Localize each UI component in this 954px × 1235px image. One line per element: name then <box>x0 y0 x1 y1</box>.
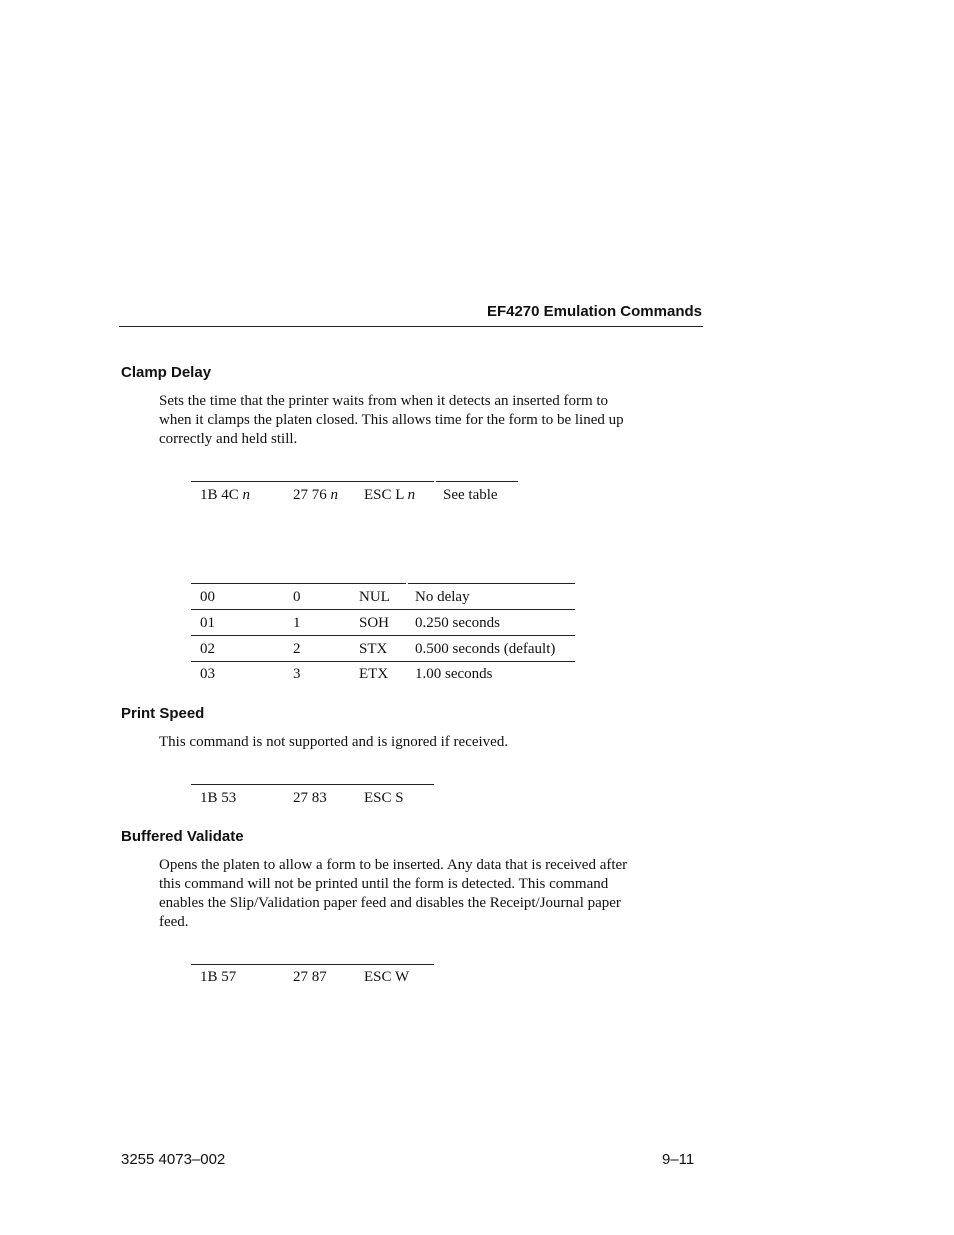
table-rule <box>408 583 575 584</box>
text-line: Sets the time that the printer waits from when it detects an inserted form to <box>159 393 609 409</box>
decimal-code-cell: 27 83 <box>293 790 327 806</box>
decimal-code-cell: 27 87 <box>293 969 327 985</box>
text-line: correctly and held still. <box>159 431 298 447</box>
buffered-validate-description <box>159 856 699 932</box>
table-cell: SOH <box>359 615 390 631</box>
table-rule <box>191 609 575 610</box>
table-cell: 0 <box>293 589 301 605</box>
decimal-code-cell: 27 76 n <box>293 487 338 503</box>
footer-doc-number: 3255 4073–002 <box>121 1151 226 1168</box>
table-cell: 00 <box>200 589 215 605</box>
text-line: this command will not be printed until the form is detected. This command <box>159 876 609 892</box>
table-rule <box>191 635 575 636</box>
section-title-clamp-delay: Clamp Delay <box>121 364 212 381</box>
table-cell: No delay <box>415 589 470 605</box>
section-title-buffered-validate: Buffered Validate <box>121 828 244 845</box>
ascii-code-cell: ESC L n <box>364 487 416 503</box>
clamp-delay-description <box>159 392 699 449</box>
table-rule <box>191 784 434 785</box>
section-title-print-speed: Print Speed <box>121 705 205 722</box>
table-cell: STX <box>359 641 388 657</box>
print-speed-description <box>159 733 699 752</box>
table-cell: NUL <box>359 589 390 605</box>
table-cell: 2 <box>293 641 301 657</box>
table-rule <box>191 964 434 965</box>
running-header: EF4270 Emulation Commands <box>486 303 702 320</box>
text-line: This command is not supported and is ignored if received. <box>159 734 509 750</box>
ascii-code-cell: ESC W <box>364 969 410 985</box>
note-cell: See table <box>443 487 498 503</box>
table-rule <box>191 661 575 662</box>
table-cell: 1.00 seconds <box>415 666 493 682</box>
ascii-code-cell: ESC S <box>364 790 404 806</box>
table-cell: 3 <box>293 666 301 682</box>
table-cell: 01 <box>200 615 215 631</box>
table-cell: 0.250 seconds <box>415 615 500 631</box>
table-cell: ETX <box>359 666 389 682</box>
text-line: feed. <box>159 914 189 930</box>
text-line: Opens the platen to allow a form to be inserted. Any data that is received after <box>159 857 628 873</box>
table-rule <box>191 583 406 584</box>
hex-code-cell: 1B 57 <box>200 969 237 985</box>
table-cell: 1 <box>293 615 301 631</box>
table-cell: 0.500 seconds (default) <box>415 641 556 657</box>
hex-code-cell: 1B 4C n <box>200 487 251 503</box>
text-line: enables the Slip/Validation paper feed and disables the Receipt/Journal paper <box>159 895 621 911</box>
hex-code-cell: 1B 53 <box>200 790 237 806</box>
footer-page-number: 9–11 <box>662 1151 695 1168</box>
table-rule <box>436 481 518 482</box>
table-rule <box>191 481 434 482</box>
text-line: when it clamps the platen closed. This allows time for the form to be lined up <box>159 412 624 428</box>
header-rule <box>119 326 703 327</box>
table-cell: 02 <box>200 641 215 657</box>
table-cell: 03 <box>200 666 215 682</box>
